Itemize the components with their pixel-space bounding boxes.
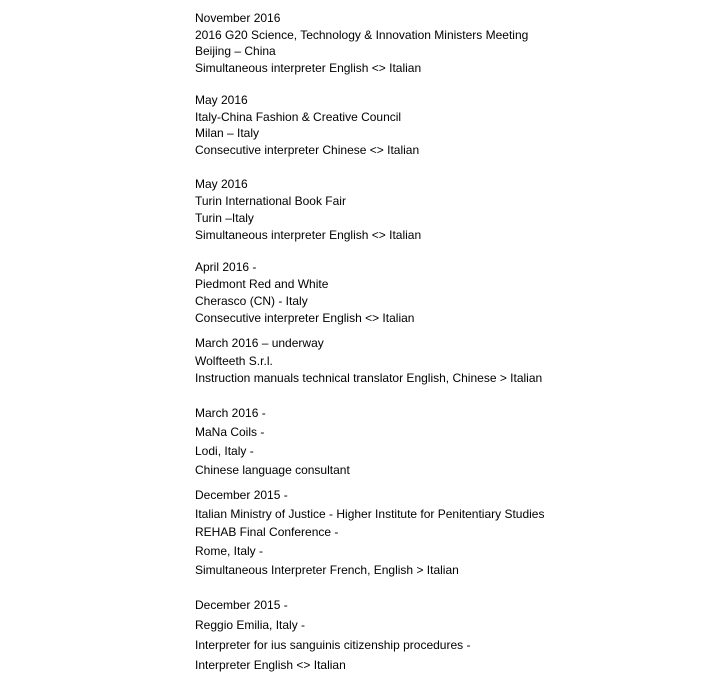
entry-service: Interpreter for ius sanguinis citizenship procedures - [195, 638, 471, 652]
entry-date: May 2016 [195, 177, 248, 191]
entry-title: Piedmont Red and White [195, 277, 329, 291]
entry-company: MaNa Coils - [195, 424, 265, 439]
entry-date: November 2016 [195, 11, 281, 25]
entry-date: April 2016 - [195, 260, 257, 274]
entry-location: Turin –Italy [195, 211, 254, 225]
entry-role: Interpreter English <> Italian [195, 658, 346, 672]
entry-date: December 2015 - [195, 598, 288, 612]
cv-entry [195, 176, 421, 244]
cv-entry [195, 595, 470, 675]
entry-role: Simultaneous interpreter English <> Italian [195, 228, 422, 242]
entry-location: Reggio Emilia, Italy - [195, 618, 306, 632]
entry-date: March 2016 – underway [195, 336, 324, 350]
cv-entry [195, 259, 414, 327]
entry-role: Simultaneous Interpreter French, English > Italian [195, 562, 459, 577]
entry-date: May 2016 [195, 93, 248, 107]
entry-role: Simultaneous interpreter English <> Italian [195, 60, 422, 75]
cv-entry [195, 486, 544, 580]
entry-title: Italy-China Fashion & Creative Council [195, 109, 402, 124]
entry-role: Consecutive interpreter English <> Italian [195, 311, 415, 325]
cv-entry [195, 10, 528, 76]
entry-location: Milan – Italy [195, 126, 260, 141]
cv-entry [195, 404, 350, 480]
entry-location: Rome, Italy - [195, 544, 264, 559]
entry-role: Instruction manuals technical translator English, Chinese > Italian [195, 371, 543, 386]
entry-location: Beijing – China [195, 44, 276, 59]
entry-title: Turin International Book Fair [195, 194, 346, 208]
entry-organization: Italian Ministry of Justice - Higher Institute for Penitentiary Studies [195, 506, 545, 521]
entry-location: Lodi, Italy - [195, 443, 254, 458]
entry-role: Chinese language consultant [195, 462, 350, 477]
entry-title: 2016 G20 Science, Technology & Innovation Ministers Meeting [195, 27, 529, 42]
entry-company: Wolfteeth S.r.l. [195, 353, 273, 368]
entry-date: March 2016 - [195, 406, 266, 420]
cv-entry [195, 335, 542, 388]
entry-event: REHAB Final Conference - [195, 525, 339, 540]
cv-entry [195, 92, 419, 158]
entry-role: Consecutive interpreter Chinese <> Italian [195, 142, 420, 157]
entry-date: December 2015 - [195, 488, 288, 502]
entry-location: Cherasco (CN) - Italy [195, 294, 308, 308]
